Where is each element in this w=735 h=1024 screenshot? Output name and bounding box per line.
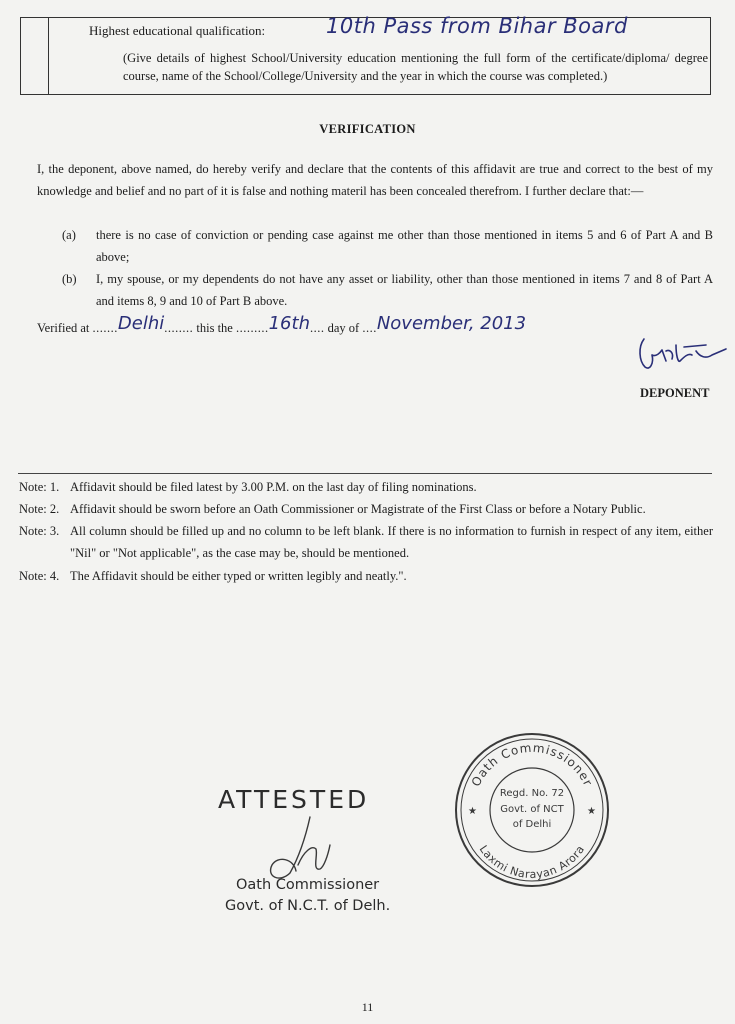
qualification-handwritten-value: 10th Pass from Bihar Board xyxy=(326,14,628,38)
verification-declaration: I, the deponent, above named, do hereby verify and declare that the contents of this affidavit are true and correct to the best of my knowledge and belief and no part of it is false and nothing materil has been concealed therefrom. I further declare that:— xyxy=(37,162,713,198)
attestation-signature xyxy=(260,815,340,885)
attestation-line-2: Govt. of N.C.T. of Delh. xyxy=(225,898,391,914)
note-text: Affidavit should be filed latest by 3.00 P.M. on the last day of filing nominations. xyxy=(70,480,477,494)
qualification-label: Highest educational qualification: xyxy=(89,23,266,38)
deponent-signature xyxy=(636,333,728,381)
notes-divider xyxy=(18,473,712,474)
verified-month-year: November, 2013 xyxy=(376,313,527,334)
seal-star-icon: ★ xyxy=(587,806,596,817)
verification-heading: VERIFICATION xyxy=(319,122,416,136)
item-text: there is no case of conviction or pending case against me other than those mentioned in items 5 and 6 of Part A and B above; xyxy=(96,228,713,264)
verified-at-label: Verified at xyxy=(37,321,90,335)
verified-day: 16th xyxy=(268,313,310,334)
seal-inner-line-2: Govt. of NCT xyxy=(500,804,564,815)
verified-place: Delhi xyxy=(117,313,165,334)
qualification-box xyxy=(20,14,711,95)
box-divider xyxy=(48,18,49,94)
note-text: Affidavit should be sworn before an Oath Commissioner or Magistrate of the First Class or before a Notary Public. xyxy=(70,502,646,516)
note-label: Note: 4. xyxy=(19,569,60,583)
seal-top-text: Oath Commissioner xyxy=(468,740,596,789)
deponent-label: DEPONENT xyxy=(640,386,710,400)
item-text: I, my spouse, or my dependents do not have any asset or liability, other than those mentioned in items 7 and 8 of Part A and items 8, 9 and 10 of Part B above. xyxy=(96,272,713,308)
seal-star-icon: ★ xyxy=(468,806,477,817)
oath-commissioner-seal xyxy=(452,730,612,890)
seal-inner-line-1: Regd. No. 72 xyxy=(499,788,565,799)
note-label: Note: 2. xyxy=(19,502,60,516)
this-the-label: this the xyxy=(196,321,233,335)
verified-line: Verified at .......Delhi........ this the .........16th.... day of ....November, 2013 xyxy=(37,313,527,335)
note-text: The Affidavit should be either typed or written legibly and neatly.". xyxy=(70,569,407,583)
item-label: (b) xyxy=(62,272,77,286)
note-label: Note: 1. xyxy=(19,480,60,494)
day-of-label: day of xyxy=(327,321,360,335)
note-label: Note: 3. xyxy=(19,524,60,538)
attested-stamp xyxy=(218,785,391,914)
note-text: All column should be filled up and no column to be left blank. If there is no information to furnish in respect of any item, either "Nil" or "Not applicable", as the case may be, should be mentioned. xyxy=(70,524,713,560)
seal-inner-line-3: of Delhi xyxy=(512,819,552,830)
qualification-note: (Give details of highest School/University education mentioning the full form of the certificate/diploma/ degree course, name of the School/College/University and the year in which the course was completed.) xyxy=(123,51,708,83)
attested-text: ATTESTED xyxy=(218,785,370,814)
page-number: 11 xyxy=(361,1000,374,1014)
attestation-line-1: Oath Commissioner xyxy=(236,877,380,893)
seal-bottom-text: Laxmi Narayan Arora xyxy=(476,842,588,882)
item-label: (a) xyxy=(62,228,76,242)
